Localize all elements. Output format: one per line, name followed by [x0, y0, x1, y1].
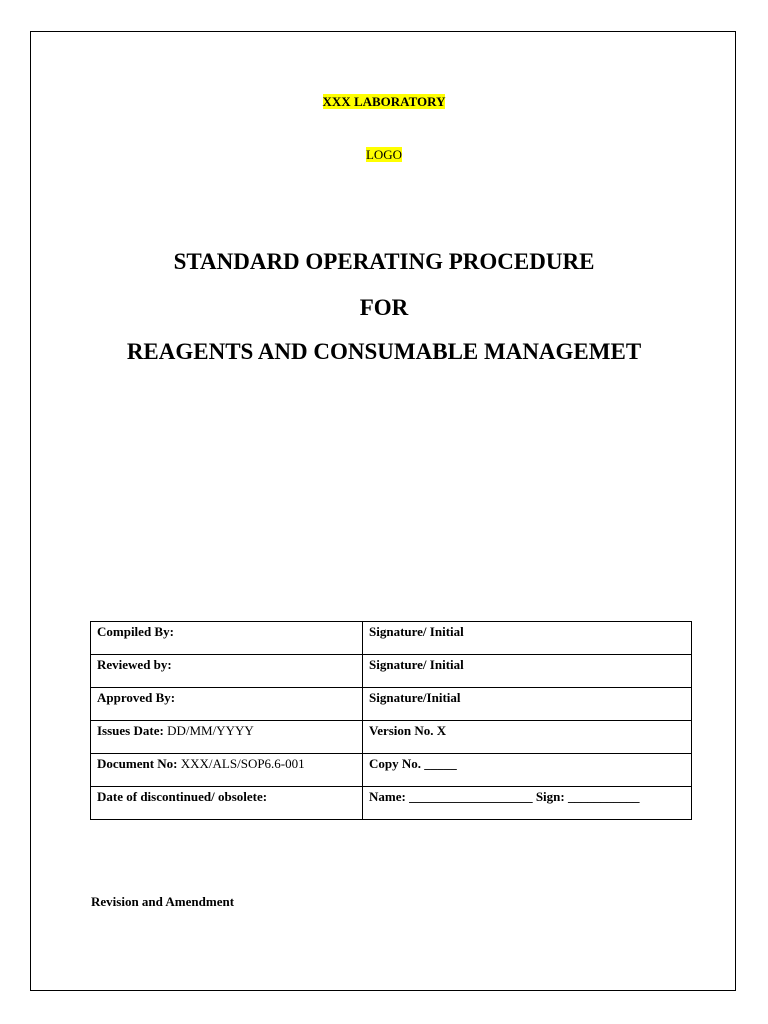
page-border: [30, 31, 736, 991]
logo-placeholder: [0, 146, 768, 164]
table-row: [91, 622, 692, 655]
field-label: Document No:: [97, 756, 178, 771]
field-label: Signature/Initial: [369, 690, 461, 705]
field-label: Approved By:: [97, 690, 176, 705]
table-row: [91, 754, 692, 787]
field-label: Reviewed by:: [97, 657, 172, 672]
table-cell-right: [363, 754, 692, 787]
table-cell-right: [363, 787, 692, 820]
table-cell-right: [363, 622, 692, 655]
table-row: [91, 721, 692, 754]
field-label: Signature/ Initial: [369, 624, 464, 639]
field-label: Name: ___________________ Sign: ___________: [369, 789, 640, 804]
table-row: [91, 787, 692, 820]
table-row: [91, 655, 692, 688]
table-cell-right: [363, 688, 692, 721]
table-cell-left: [91, 688, 363, 721]
table-cell-left: [91, 655, 363, 688]
field-label: Date of discontinued/ obsolete:: [97, 789, 268, 804]
field-value: DD/MM/YYYY: [167, 723, 254, 738]
field-label: Signature/ Initial: [369, 657, 464, 672]
table-cell-left: [91, 787, 363, 820]
table-row: [91, 688, 692, 721]
document-control-table: [90, 621, 692, 820]
field-label: Compiled By:: [97, 624, 174, 639]
table-cell-left: [91, 754, 363, 787]
title-line-1: STANDARD OPERATING PROCEDURE: [173, 249, 595, 274]
field-value: XXX/ALS/SOP6.6-001: [180, 756, 305, 771]
title-line-2: FOR: [359, 295, 409, 320]
table-cell-right: [363, 655, 692, 688]
logo-text: LOGO: [365, 147, 403, 162]
lab-name: [0, 93, 768, 111]
table-cell-left: [91, 721, 363, 754]
field-label: Version No. X: [369, 723, 447, 738]
revision-heading: Revision and Amendment: [91, 894, 235, 909]
title-line-3: REAGENTS AND CONSUMABLE MANAGEMET: [126, 339, 642, 364]
lab-name-text: XXX LABORATORY: [322, 94, 446, 109]
field-label: Copy No. _____: [369, 756, 457, 771]
table-cell-left: [91, 622, 363, 655]
field-label: Issues Date:: [97, 723, 164, 738]
table-cell-right: [363, 721, 692, 754]
